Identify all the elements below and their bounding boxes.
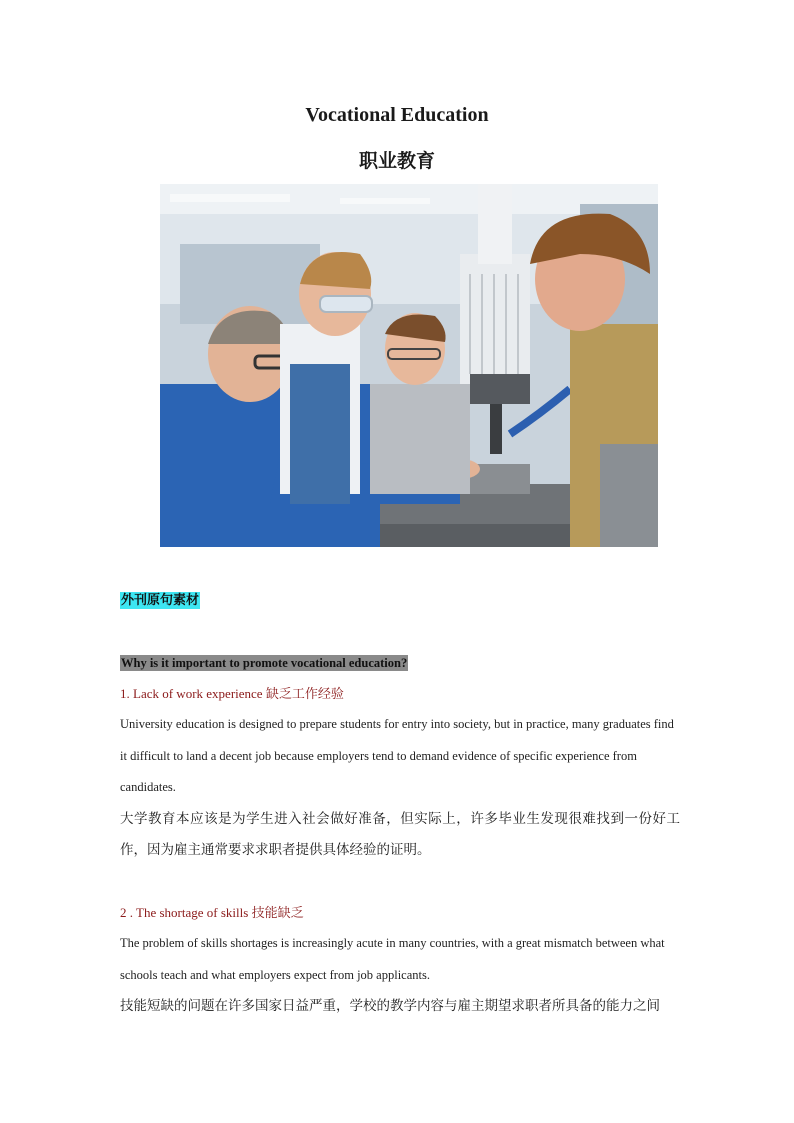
section-1-chinese-text: 大学教育本应该是为学生进入社会做好准备，但实际上，许多毕业生发现很难找到一份好工作，因为雇主通常要求求职者提供具体经验的证明。 — [120, 811, 680, 858]
section-2-heading-en: 2 . The shortage of skills — [120, 905, 252, 920]
page-title-english: Vocational Education — [305, 104, 489, 126]
source-material-label: 外刊原句素材 — [121, 593, 200, 608]
page-title-chinese: 职业教育 — [358, 150, 435, 172]
section-2-chinese-text: 技能短缺的问题在许多国家日益严重，学校的教学内容与雇主期望求职者所具备的能力之间 — [120, 998, 660, 1014]
section-1-heading-en: 1. Lack of work experience — [120, 686, 266, 701]
section-1-english-text: University education is designed to prepare students for entry into society, but in practice, many graduates find it difficult to land a decent job because employers tend to demand evidence of specific experience from candidates. — [120, 717, 674, 794]
section-1-heading — [120, 685, 344, 704]
section-2-heading-zh: 技能缺乏 — [251, 906, 304, 921]
section-2-heading — [120, 904, 304, 923]
section-2-english-text: The problem of skills shortages is increasingly acute in many countries, with a great mismatch between what schools teach and what employers expect from job applicants. — [120, 936, 665, 982]
workshop-photo — [160, 184, 658, 547]
question-heading: Why is it important to promote vocational education? — [121, 656, 408, 670]
section-1-heading-zh: 缺乏工作经验 — [265, 687, 344, 702]
